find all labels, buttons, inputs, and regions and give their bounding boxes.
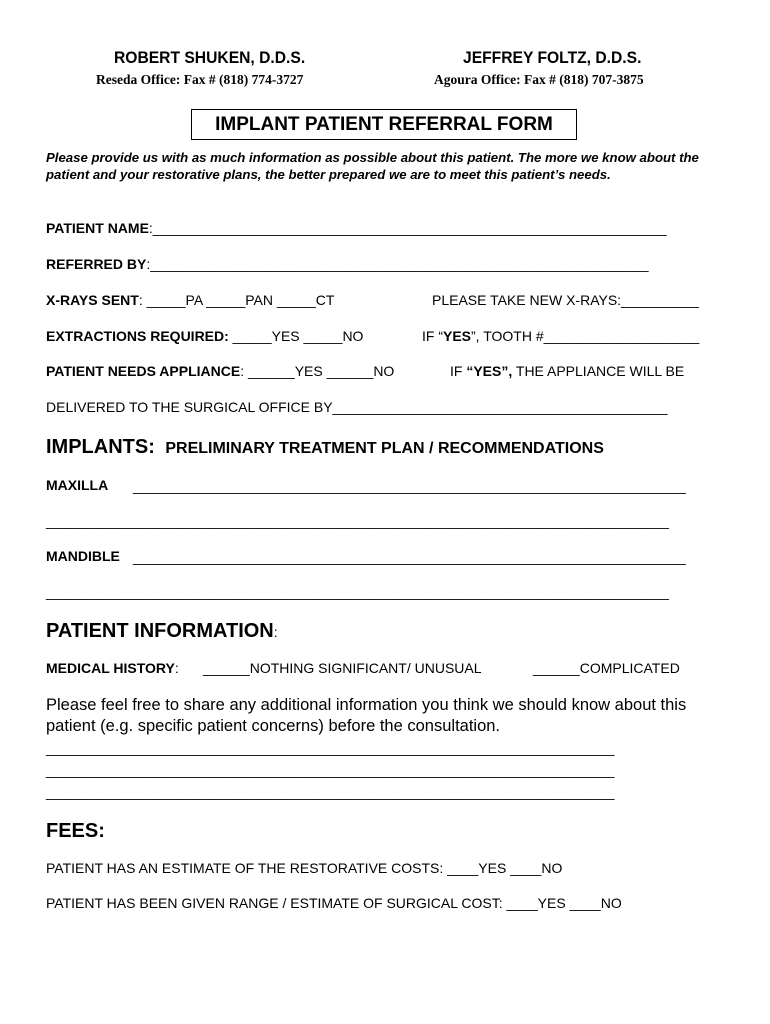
restorative-estimate-row[interactable]: PATIENT HAS AN ESTIMATE OF THE RESTORATIVE COSTS: ____YES ____NO [46, 860, 563, 876]
right-office-fax: Agoura Office: Fax # (818) 707-3875 [434, 72, 644, 87]
form-title: IMPLANT PATIENT REFERRAL FORM [215, 114, 553, 135]
appliance-yes-text: “YES”, [466, 363, 513, 379]
right-doctor-name: JEFFREY FOLTZ, D.D.S. [463, 48, 642, 67]
appliance-options[interactable]: : ______YES ______NO [240, 363, 395, 379]
appliance-will-be-text: THE APPLIANCE WILL BE [512, 363, 685, 379]
medical-history-label: MEDICAL HISTORY [46, 660, 175, 676]
tooth-number-field[interactable]: ”, TOOTH #____________________ [471, 328, 700, 344]
new-xrays-field[interactable]: PLEASE TAKE NEW X-RAYS:__________ [432, 292, 699, 308]
mandible-field-2[interactable]: ________________________________________________________________________________ [46, 584, 669, 600]
extractions-options[interactable]: _____YES _____NO [228, 328, 364, 344]
extractions-label: EXTRACTIONS REQUIRED: [46, 328, 229, 344]
appliance-if-text: IF [450, 363, 467, 379]
patient-info-heading-row [46, 620, 278, 643]
appliance-label: PATIENT NEEDS APPLIANCE [46, 363, 241, 379]
mandible-label: MANDIBLE [46, 548, 120, 564]
left-doctor-name: ROBERT SHUKEN, D.D.S. [114, 48, 306, 67]
intro-text: Please provide us with as much information as possible about this patient. The more we know about the patient and your restorative plans, the better prepared we are to meet this patient’s needs. [46, 150, 699, 182]
patient-info-heading: PATIENT INFORMATION [46, 620, 274, 642]
additional-info-line-2[interactable]: _________________________________________________________________________ [46, 762, 615, 778]
xrays-label: X-RAYS SENT [46, 292, 139, 308]
tooth-yes-text: YES [443, 328, 472, 344]
referred-by-field[interactable]: :________________________________________________________________ [146, 256, 649, 272]
left-office-fax: Reseda Office: Fax # (818) 774-3727 [96, 72, 304, 87]
medical-history-colon: : [174, 660, 179, 676]
referred-by-label: REFERRED BY [46, 256, 147, 272]
share-info-text: Please feel free to share any additional information you think we should know about this patient (e.g. specific patient concerns) before the consultation. [46, 696, 687, 735]
xrays-options[interactable]: : _____PA _____PAN _____CT [138, 292, 335, 308]
additional-info-line-1[interactable]: _________________________________________________________________________ [46, 740, 615, 756]
tooth-number-row[interactable] [422, 328, 699, 344]
surgical-estimate-row[interactable]: PATIENT HAS BEEN GIVEN RANGE / ESTIMATE OF SURGICAL COST: ____YES ____NO [46, 895, 622, 911]
xrays-row[interactable] [46, 292, 334, 308]
tooth-if-text: IF “ [422, 328, 443, 344]
complicated-option[interactable]: ______COMPLICATED [533, 660, 680, 676]
maxilla-field-2[interactable]: ________________________________________________________________________________ [46, 513, 669, 529]
form-title-box [191, 109, 577, 140]
maxilla-label: MAXILLA [46, 477, 109, 493]
patient-info-colon: : [273, 624, 278, 640]
appliance-if-row [450, 363, 684, 379]
implants-heading-row [46, 436, 604, 459]
patient-name-field[interactable]: :__________________________________________________________________ [148, 220, 667, 236]
fees-heading: FEES: [46, 820, 105, 842]
additional-info-line-3[interactable]: _________________________________________________________________________ [46, 784, 615, 800]
mandible-field[interactable]: _______________________________________________________________________ [133, 549, 686, 565]
patient-name-label: PATIENT NAME [46, 220, 149, 236]
implants-subheading: PRELIMINARY TREATMENT PLAN / RECOMMENDATIONS [165, 440, 604, 457]
referred-by-row[interactable] [46, 256, 649, 272]
maxilla-field[interactable]: _______________________________________________________________________ [133, 478, 686, 494]
medical-history-row [46, 660, 179, 676]
patient-name-row[interactable] [46, 220, 667, 236]
delivered-by-field[interactable]: DELIVERED TO THE SURGICAL OFFICE BY___________________________________________ [46, 399, 668, 415]
appliance-row[interactable] [46, 363, 394, 379]
nothing-significant-option[interactable]: ______NOTHING SIGNIFICANT/ UNUSUAL [203, 660, 482, 676]
extractions-row[interactable] [46, 328, 363, 344]
implants-heading: IMPLANTS: [46, 436, 155, 458]
